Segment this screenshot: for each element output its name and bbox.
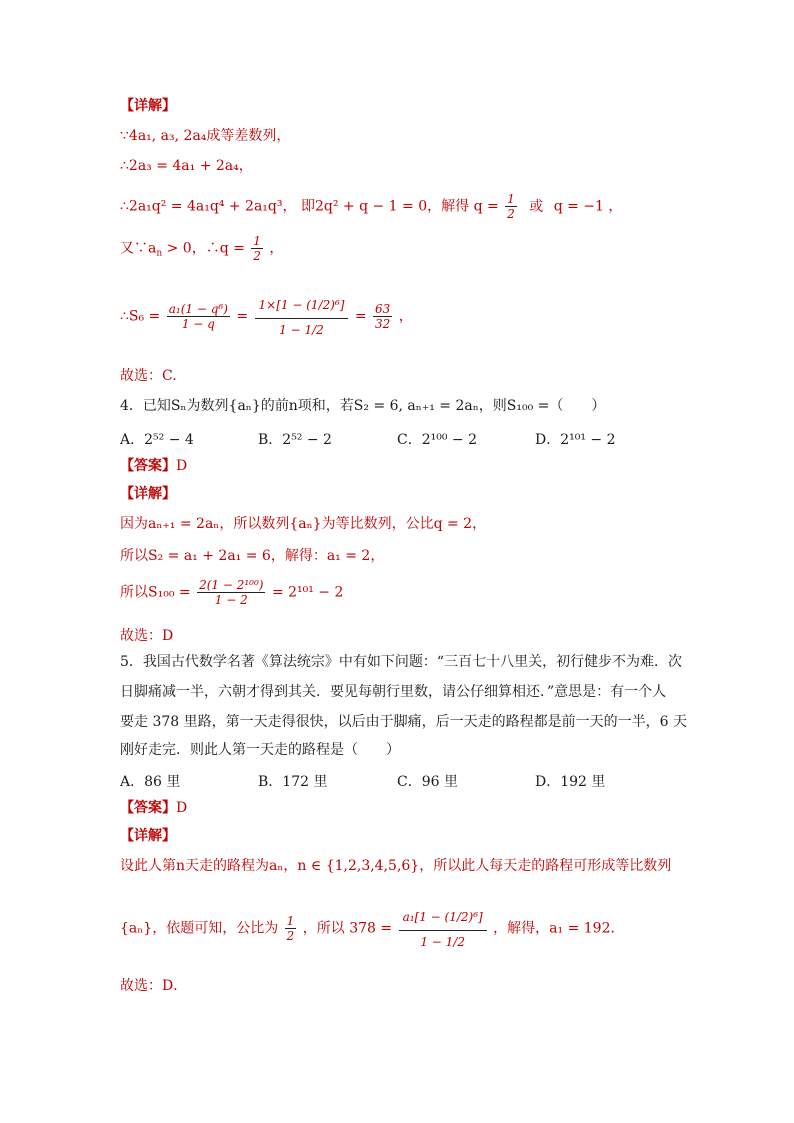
q4-s100-label: 所以S₁₀₀ = [120,584,191,601]
q4-option-c: C．2¹⁰⁰ − 2 [397,432,477,448]
q3-line-3-text: 即2q² + q − 1 = 0，解得 [300,198,470,215]
fraction-numerator: 1×[1 − (1/2)⁶] [255,292,349,319]
q5-stem-line-4: 刚好走完．则此人第一天走的路程是（ ） [120,742,400,758]
q3-q-fraction [251,234,263,263]
q5-answer-line [120,798,187,818]
q5-stem-line-2: 日脚痛减一半，六朝才得到其关．要见每朝行里数，请公仔细算相还．”意思是：有一个人 [120,684,667,700]
fraction-numerator: 1 [286,914,295,928]
fraction-denominator: 2 [253,249,261,263]
q3-line-3 [120,192,622,221]
q4-detail-2: 所以S₂ = a₁ + 2a₁ = 6，解得：a₁ = 2， [120,548,385,564]
q5-answer: D [176,800,188,816]
fraction-numerator: a₁[1 − (1/2)⁶] [399,904,487,931]
q5-sum-fraction [399,904,487,953]
q4-detail-3 [120,578,343,607]
q3-line-4-mid: > 0，∴q = [166,240,245,257]
q4-stem: 4．已知Sₙ为数列{aₙ}的前n项和，若S₂ = 6, aₙ₊₁ = 2aₙ，则S₁₀₀ =（ ） [120,398,606,414]
q5-option-c: C．96 里 [397,774,458,790]
fraction-denominator: 1 − 2 [214,593,248,607]
fraction-numerator: 2(1 − 2¹⁰⁰) [199,578,264,592]
fraction-denominator: 1 − q [181,317,215,331]
q4-option-a: A．2⁵² − 4 [120,432,194,448]
fraction-numerator: 63 [375,302,391,316]
q5-option-a: A．86 里 [120,774,181,790]
q3-line-4-end: ， [269,240,284,257]
fraction-denominator: 1 − 1/2 [420,935,465,949]
q4-s100-fraction [197,578,265,607]
fraction-denominator: 32 [375,317,391,331]
equals-sign: = [236,308,249,325]
q4-s100-result: = 2¹⁰¹ − 2 [271,584,344,601]
q5-stem-line-1: 5．我国古代数学名著《算法统宗》中有如下问题：“三百七十八里关，初行健步不为难．次 [120,654,683,670]
detail-tag-q3: 【详解】 [120,98,176,114]
q3-line-5-end: ， [398,308,413,325]
q3-s6-fraction-3 [373,302,392,331]
q3-answer: 故选：C. [120,368,177,384]
fraction-numerator: a₁(1 − q⁶) [168,302,228,316]
q3-half-fraction [505,192,517,221]
q3-line-3-end: q = −1 ， [553,198,623,215]
fraction-denominator: 2 [507,207,515,221]
q3-s6-fraction-1 [167,302,230,331]
q3-line-5 [120,292,413,341]
q5-stem-line-3: 要走 378 里路，第一天走得很快，以后由于脚痛，后一天走的路程都是前一天的一半，6 天 [120,714,687,730]
q5-detail-2-pre: {aₙ}，依题可知，公比为 [120,920,279,937]
q5-detail-2-end: ，解得，a₁ = 192． [493,920,625,937]
q3-s6-fraction-2 [255,292,349,341]
fraction-denominator: 1 − 1/2 [279,323,324,337]
q3-line-4 [120,234,283,264]
q3-line-3-or: 或 [529,198,544,215]
q5-final: 故选：D． [120,978,188,994]
answer-tag: 【答案】 [120,800,176,816]
detail-tag-q4: 【详解】 [120,486,176,502]
subscript-n: n [156,248,163,259]
q4-answer: D [176,458,188,474]
q3-line-2: ∴2a₃ = 4a₁ + 2a₄， [120,158,253,174]
q5-option-b: B．172 里 [258,774,328,790]
q5-detail-2-mid: ，所以 378 = [302,920,393,937]
fraction-numerator: 1 [253,234,261,248]
q4-option-b: B．2⁵² − 2 [258,432,332,448]
q4-option-d: D．2¹⁰¹ − 2 [535,432,616,448]
q3-s6-label: ∴S₆ = [120,308,161,325]
q5-detail-1: 设此人第n天走的路程为aₙ，n ∈ {1,2,3,4,5,6}，所以此人每天走的路程可形成等比数列 [120,858,672,874]
q5-detail-2 [120,904,624,953]
detail-tag-q5: 【详解】 [120,828,176,844]
q3-line-3-q: q = [473,198,499,215]
fraction-numerator: 1 [507,192,515,206]
answer-tag: 【答案】 [120,458,176,474]
q3-line-1: ∵4a₁, a₃, 2a₄成等差数列， [120,128,291,144]
q4-detail-1: 因为aₙ₊₁ = 2aₙ，所以数列{aₙ}为等比数列，公比q = 2， [120,516,487,532]
q5-option-d: D．192 里 [535,774,606,790]
q3-line-3-math: ∴2a₁q² = 4a₁q⁴ + 2a₁q³， [120,198,297,215]
q4-final: 故选：D [120,628,174,644]
q4-answer-line [120,456,187,476]
fraction-denominator: 2 [286,929,295,943]
q3-line-4-pre: 又∵a [120,240,157,257]
equals-sign: = [354,308,367,325]
q5-ratio-fraction [285,914,297,943]
